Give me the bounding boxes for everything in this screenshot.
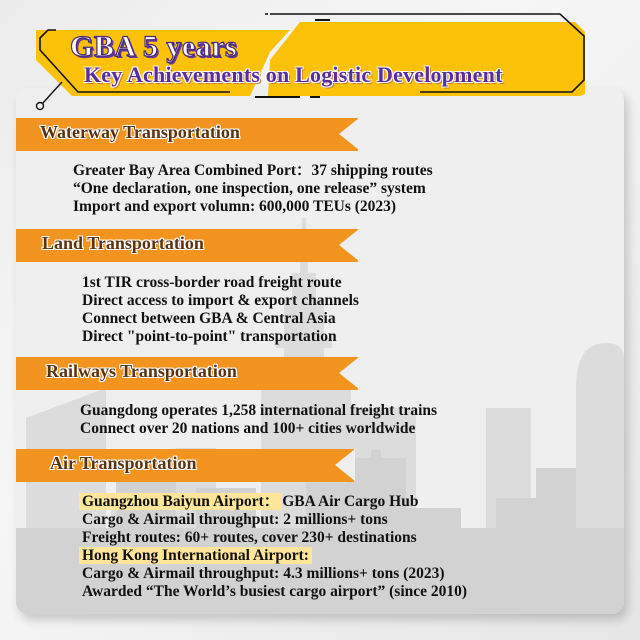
section-banner-railways bbox=[16, 357, 358, 390]
waterway-line-3: Import and export volumn: 600,000 TEUs (2023) bbox=[73, 198, 397, 215]
hk-line-1: Cargo & Airmail throughput: 4.3 millions+ tons (2023) bbox=[82, 565, 445, 582]
gz-airport-desc: GBA Air Cargo Hub bbox=[282, 493, 419, 510]
hk-airport-name-highlight: Hong Kong International Airport: bbox=[79, 547, 312, 564]
waterway-line-2: “One declaration, one inspection, one release” system bbox=[73, 180, 426, 197]
hk-airport-line bbox=[82, 547, 467, 565]
railways-line-1: Guangdong operates 1,258 international freight trains bbox=[80, 402, 438, 419]
page-subtitle: Key Achievements on Logistic Development bbox=[84, 62, 503, 87]
section-banner-land bbox=[16, 229, 358, 262]
section-body-air bbox=[82, 493, 467, 601]
section-title-land: Land Transportation bbox=[42, 233, 204, 253]
page-title: GBA 5 years bbox=[70, 30, 238, 63]
gz-line-2: Freight routes: 60+ routes, cover 230+ destinations bbox=[82, 529, 417, 546]
gz-airport-line bbox=[82, 493, 467, 511]
railways-line-2: Connect over 20 nations and 100+ cities worldwide bbox=[80, 420, 416, 437]
land-line-4: Direct "point-to-point" transportation bbox=[82, 328, 337, 345]
land-line-3: Connect between GBA & Central Asia bbox=[82, 310, 336, 327]
waterway-line-1: Greater Bay Area Combined Port：37 shipping routes bbox=[73, 162, 433, 179]
land-line-2: Direct access to import & export channels bbox=[82, 292, 359, 309]
connector-dot-icon bbox=[37, 103, 44, 110]
gz-airport-name-highlight: Guangzhou Baiyun Airport： bbox=[79, 493, 282, 510]
gz-line-1: Cargo & Airmail throughput: 2 millions+ tons bbox=[82, 511, 388, 528]
section-banner-air bbox=[16, 449, 354, 482]
section-body-waterway bbox=[73, 162, 433, 216]
section-title-air: Air Transportation bbox=[50, 453, 197, 473]
section-body-land bbox=[82, 274, 359, 346]
section-body-railways bbox=[80, 402, 437, 438]
section-title-waterway: Waterway Transportation bbox=[40, 122, 240, 142]
section-banner-waterway bbox=[16, 118, 358, 151]
hk-line-2: Awarded “The World’s busiest cargo airport” (since 2010) bbox=[82, 583, 468, 600]
land-line-1: 1st TIR cross-border road freight route bbox=[82, 274, 342, 291]
section-title-railways: Railways Transportation bbox=[46, 361, 237, 381]
